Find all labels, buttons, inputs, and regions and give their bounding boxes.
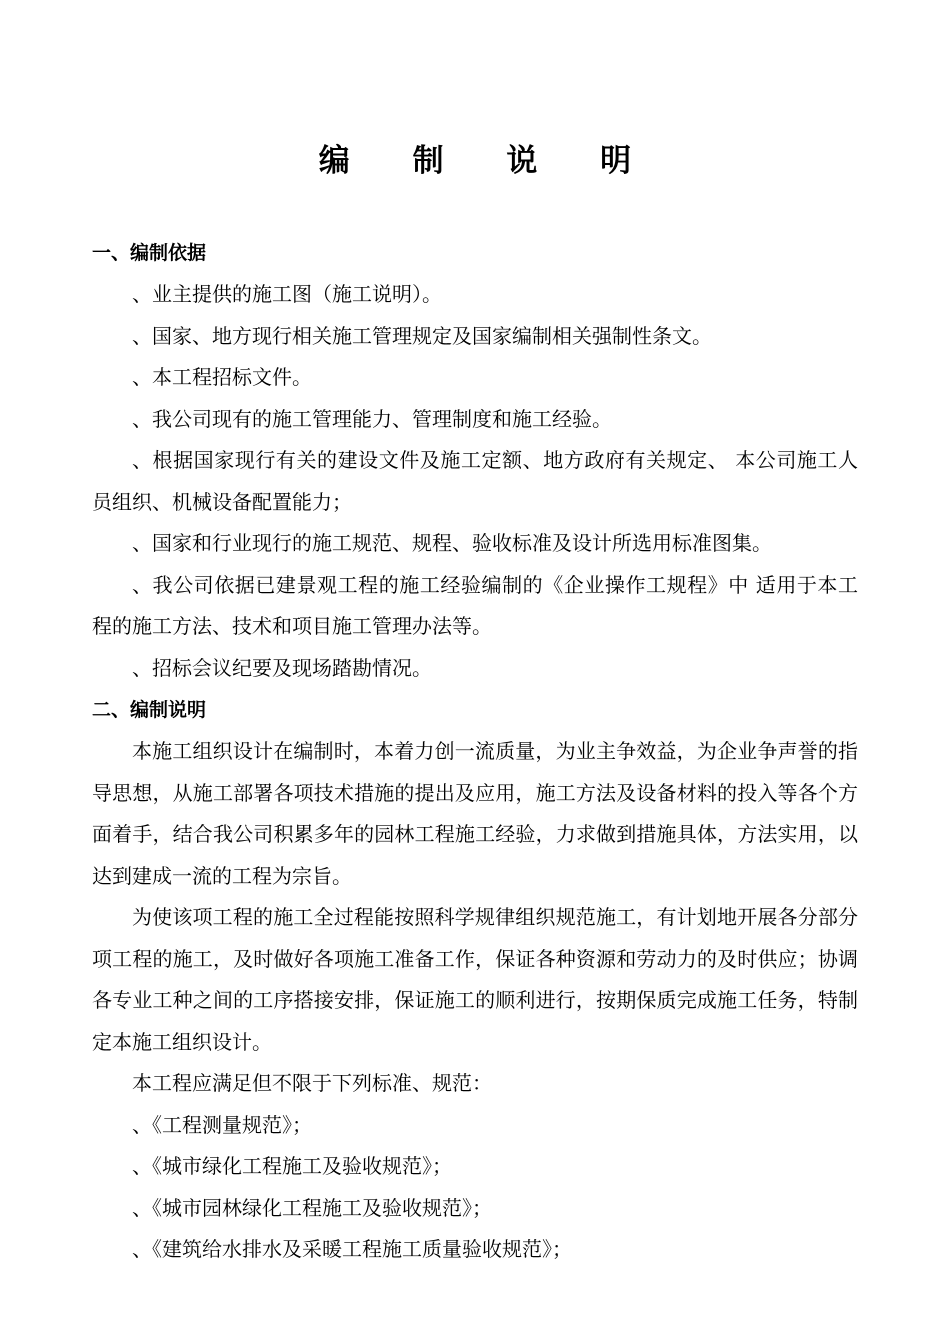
- body-paragraph: 本施工组织设计在编制时，本着力创一流质量，为业主争效益，为企业争声誉的指导思想，从施工部署各项技术措施的提出及应用，施工方法及设备材料的投入等各个方面着手，结合我公司积累多年的园林工程施工经验，力求做到措施具体，方法实用，以达到建成一流的工程为宗旨。: [92, 739, 858, 888]
- basis-item: 、招标会议纪要及现场踏勘情况。: [132, 655, 432, 680]
- section-heading: 二、编制说明: [92, 699, 207, 721]
- standard-item: 、《城市园林绿化工程施工及验收规范》；: [132, 1195, 492, 1220]
- standard-item: 、《城市绿化工程施工及验收规范》；: [132, 1154, 452, 1178]
- basis-item: 、我公司现有的施工管理能力、管理制度和施工经验。: [132, 406, 612, 431]
- section-basis: [92, 232, 858, 689]
- basis-item: 、国家和行业现行的施工规范、规程、验收标准及设计所选用标准图集。: [132, 531, 772, 555]
- standard-item: 、《建筑给水排水及采暖工程施工质量验收规范》；: [132, 1237, 572, 1261]
- basis-item: 、业主提供的施工图（施工说明）。: [132, 282, 442, 306]
- basis-item: 、国家、地方现行相关施工管理规定及国家编制相关强制性条文。: [132, 323, 712, 348]
- basis-item: 、根据国家现行有关的建设文件及施工定额、地方政府有关规定、 本公司施工人员组织、机械设备配置能力；: [92, 448, 858, 514]
- body-paragraph: 本工程应满足但不限于下列标准、规范：: [132, 1071, 492, 1095]
- standard-item: 、《工程测量规范》；: [132, 1112, 312, 1137]
- basis-item: 、我公司依据已建景观工程的施工经验编制的《企业操作工规程》中 适用于本工程的施工方法、技术和项目施工管理办法等。: [92, 572, 858, 638]
- body-paragraph: 为使该项工程的施工全过程能按照科学规律组织规范施工，有计划地开展各分部分项工程的施工，及时做好各项施工准备工作，保证各种资源和劳动力的及时供应；协调各专业工种之间的工序搭接安排，保证施工的顺利进行，按期保质完成施工任务，特制定本施工组织设计。: [92, 905, 858, 1054]
- section-heading: 一、编制依据: [92, 242, 207, 264]
- basis-item: 、本工程招标文件。: [132, 365, 312, 389]
- page-title: 编 制 说 明: [318, 143, 658, 179]
- section-description: [92, 689, 858, 1271]
